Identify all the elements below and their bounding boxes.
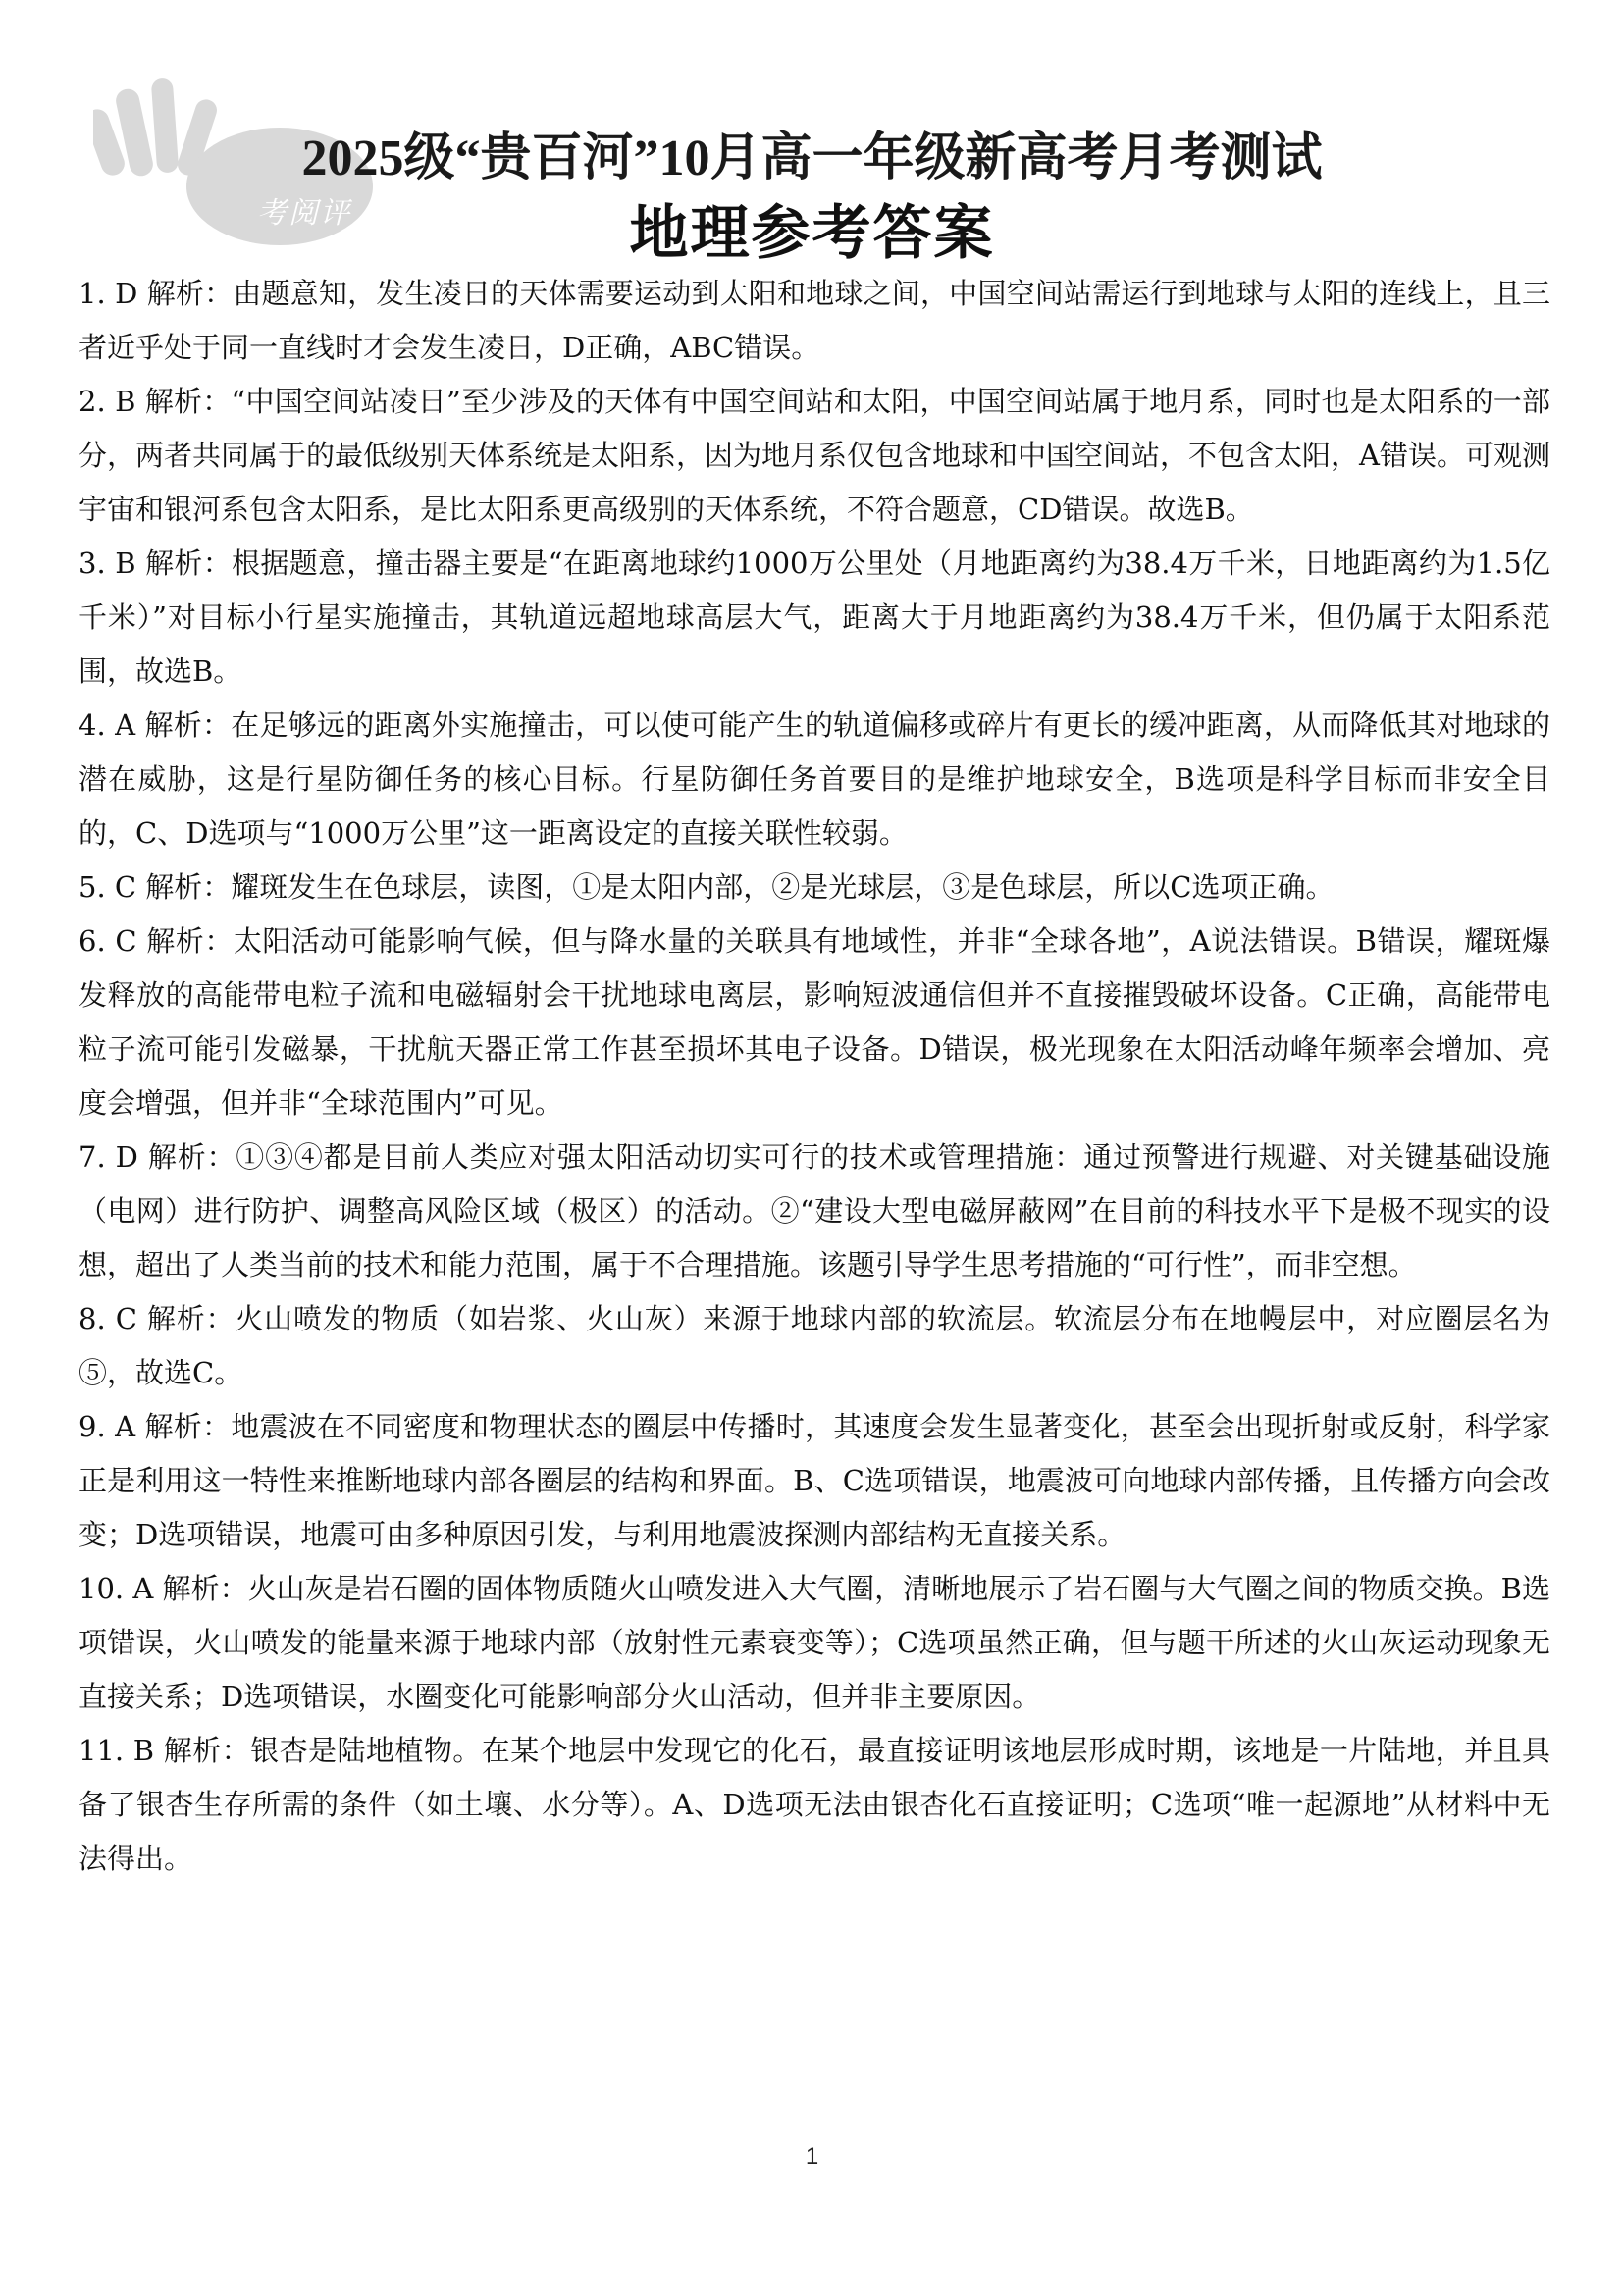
document-subtitle: 地理参考答案 — [629, 199, 995, 268]
answer-item-1: 1. D 解析：由题意知，发生凌日的天体需要运动到太阳和地球之间，中国空间站需运行到地球与太阳的连线上，且三者近乎处于同一直线时才会发生凌日，D正确，ABC错误。 — [79, 277, 1550, 364]
answer-list — [79, 267, 1550, 1886]
answer-item-9: 9. A 解析：地震波在不同密度和物理状态的圈层中传播时，其速度会发生显著变化，甚至会出现折射或反射，科学家正是利用这一特性来推断地球内部各圈层的结构和界面。B、C选项错误，地震波可向地球内部传播，且传播方向会改变；D选项错误，地震可由多种原因引发，与利用地震波探测内部结构无直接关系。 — [79, 1410, 1550, 1551]
answer-item-6: 6. C 解析：太阳活动可能影响气候，但与降水量的关联具有地域性，并非“全球各地”，A说法错误。B错误，耀斑爆发释放的高能带电粒子流和电磁辐射会干扰地球电离层，影响短波通信但并不直接摧毁破坏设备。C正确，高能带电粒子流可能引发磁暴，干扰航天器正常工作甚至损坏其电子设备。D错误，极光现象在太阳活动峰年频率会增加、亮度会增强，但并非“全球范围内”可见。 — [79, 924, 1550, 1120]
answer-item-4: 4. A 解析：在足够远的距离外实施撞击，可以使可能产生的轨道偏移或碎片有更长的缓冲距离，从而降低其对地球的潜在威胁，这是行星防御任务的核心目标。行星防御任务首要目的是维护地球安全，B选项是科学目标而非安全目的，C、D选项与“1000万公里”这一距离设定的直接关联性较弱。 — [79, 708, 1550, 850]
answer-item-3: 3. B 解析：根据题意，撞击器主要是“在距离地球约1000万公里处（月地距离约为38.4万千米，日地距离约为1.5亿千米）”对目标小行星实施撞击，其轨道远超地球高层大气，距离大于月地距离约为38.4万千米，但仍属于太阳系范围，故选B。 — [79, 547, 1550, 688]
answer-item-7: 7. D 解析：①③④都是目前人类应对强太阳活动切实可行的技术或管理措施：通过预警进行规避、对关键基础设施（电网）进行防护、调整高风险区域（极区）的活动。②“建设大型电磁屏蔽网”在目前的科技水平下是极不现实的设想，超出了人类当前的技术和能力范围，属于不合理措施。该题引导学生思考措施的“可行性”，而非空想。 — [79, 1140, 1550, 1281]
answer-item-10: 10. A 解析：火山灰是岩石圈的固体物质随火山喷发进入大气圈，清晰地展示了岩石圈与大气圈之间的物质交换。B选项错误，火山喷发的能量来源于地球内部（放射性元素衰变等）；C选项虽然正确，但与题干所述的火山灰运动现象无直接关系；D选项错误，水圈变化可能影响部分火山活动，但并非主要原因。 — [79, 1572, 1550, 1713]
answer-item-8: 8. C 解析：火山喷发的物质（如岩浆、火山灰）来源于地球内部的软流层。软流层分布在地幔层中，对应圈层名为⑤，故选C。 — [79, 1302, 1550, 1389]
answer-item-2: 2. B 解析：“中国空间站凌日”至少涉及的天体有中国空间站和太阳，中国空间站属于地月系，同时也是太阳系的一部分，两者共同属于的最低级别天体系统是太阳系，因为地月系仅包含地球和中国空间站，不包含太阳，A错误。可观测宇宙和银河系包含太阳系，是比太阳系更高级别的天体系统，不符合题意，CD错误。故选B。 — [79, 385, 1550, 526]
document-title: 2025级“贵百河”10月高一年级新高考月考测试 — [301, 130, 1323, 186]
page-number: 1 — [805, 2143, 819, 2169]
answer-item-11: 11. B 解析：银杏是陆地植物。在某个地层中发现它的化石，最直接证明该地层形成时期，该地是一片陆地，并且具备了银杏生存所需的条件（如土壤、水分等）。A、D选项无法由银杏化石直接证明；C选项“唯一起源地”从材料中无法得出。 — [79, 1734, 1550, 1875]
answer-item-5: 5. C 解析：耀斑发生在色球层，读图，①是太阳内部，②是光球层，③是色球层，所以C选项正确。 — [79, 870, 1335, 904]
logo-text: 考阅评 — [257, 196, 351, 231]
